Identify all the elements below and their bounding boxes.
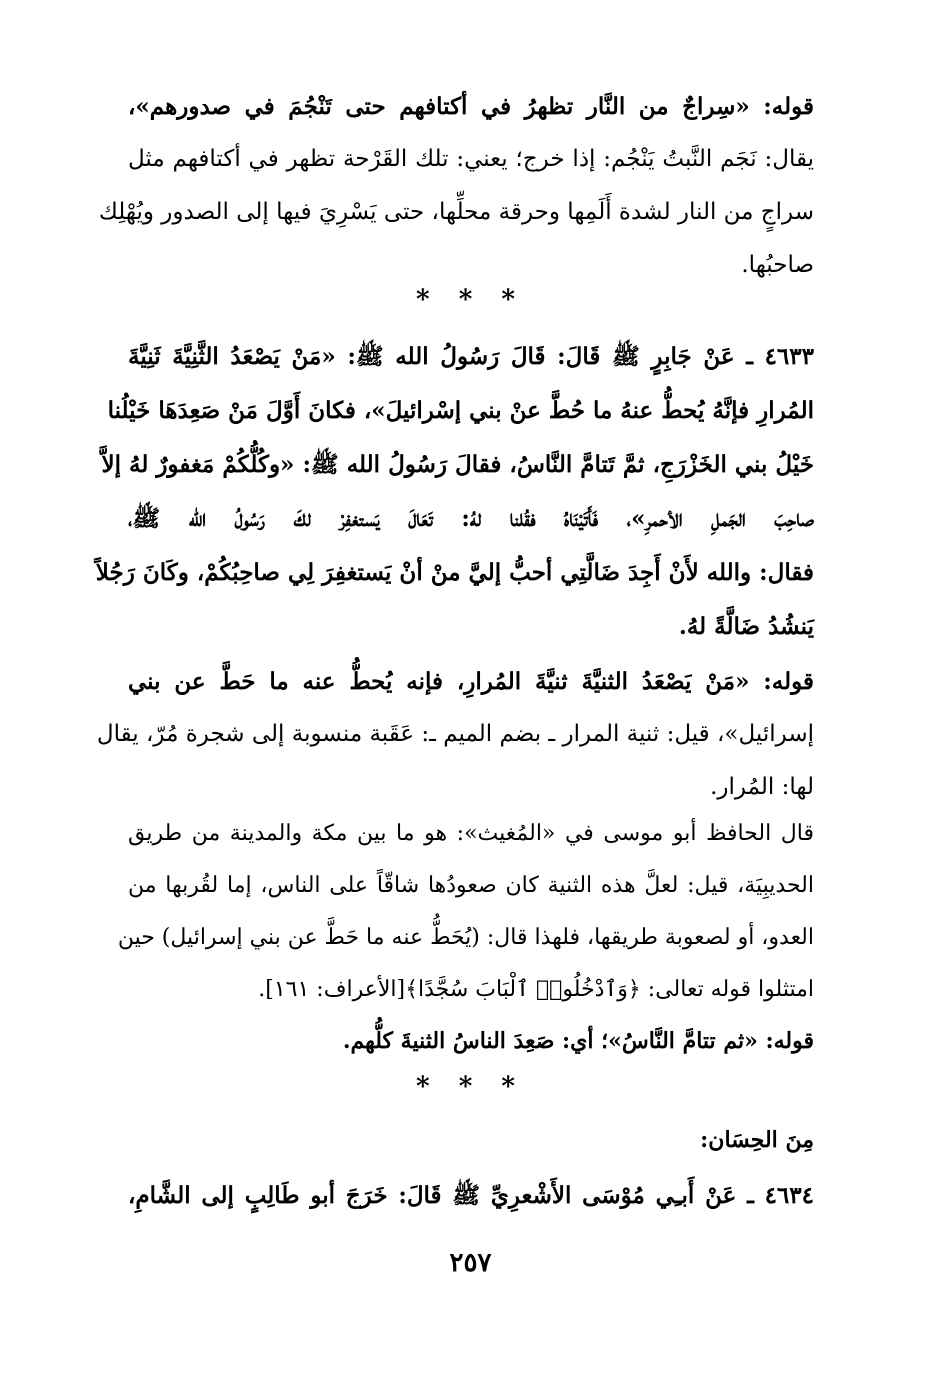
commentary-line: الحديبِيَة، قيل: لعلَّ هذه الثنية كان صعودُها شاقّاً على الناس، إما لقُربها من bbox=[128, 873, 814, 898]
commentary-line: العدو، أو لصعوبة طريقها، فلهذا قال: (يُحَطُّ عنه ما حَطَّ عن بني إسرائيل) حين bbox=[117, 925, 814, 950]
commentary-paragraph-3 bbox=[96, 655, 814, 814]
commentary-line: قال الحافظ أبو موسى في «المُغيث»: هو ما بين مكة والمدينة من طريق bbox=[128, 821, 814, 846]
page-number: ٢٥٧ bbox=[449, 1248, 492, 1278]
hadith-line: فقال: والله لأَنْ أَجِدَ ضَالَّتِي أحبُّ إليَّ منْ أنْ يَستغفِرَ لِي صاحِبُكُمْ، وكَانَ رَجُلاً bbox=[95, 559, 814, 586]
hadith-line: صاحِبَ الجَملِ الأحمرِ»، فَأَتَيْنَاهُ فقُلنا لهُ: تَعَالَ يَستغفِرْ لكَ رَسُولُ الله ﷺ، bbox=[128, 505, 814, 532]
hadith-line: يَنشُدُ ضَالَّةً لهُ. bbox=[678, 613, 814, 640]
commentary-line: لها: المُرار. bbox=[710, 774, 814, 800]
hadith-line: ٤٦٣٣ ـ عَنْ جَابِرٍ ﷺ قَالَ: قَالَ رَسُولُ الله ﷺ: «مَنْ يَصْعَدُ الثَّنِيَّةَ ثَنِيَّةَ bbox=[128, 343, 814, 370]
commentary-line: يقال: نَجَم النَّبتُ يَنْجُم: إذا خرج؛ يعني: تلك القَرْحة تظهر في أكتافهم مثل bbox=[128, 146, 814, 172]
section-separator: * * * bbox=[416, 285, 525, 315]
commentary-line: امتثلوا قوله تعالى: ﴿وَٱدْخُلُوا۟ ٱلْبَابَ سُجَّدًا﴾[الأعراف: ١٦١]. bbox=[258, 977, 814, 1002]
commentary-paragraph-1 bbox=[98, 80, 814, 292]
hadith-line: المُرارِ فإنَّهُ يُحطُّ عنهُ ما حُطَّ عنْ بني إسْرائيلَ»، فكانَ أَوَّلَ مَنْ صَعِدَهَا خَيْلُنا bbox=[107, 397, 814, 424]
commentary-paragraph-5 bbox=[128, 1019, 814, 1063]
commentary-line: قوله: «ثم تتامَّ النَّاسُ»؛ أي: صَعِدَ الناسُ الثنيةَ كلُّهم. bbox=[342, 1028, 814, 1054]
section-heading bbox=[128, 1120, 814, 1160]
commentary-line: إسرائيل»، قيل: ثنية المرار ـ بضم الميم ـ: عَقَبة منسوبة إلى شجرة مُرّ، يقال bbox=[96, 721, 814, 747]
commentary-line: صاحبُها. bbox=[741, 252, 814, 278]
hadith-4633 bbox=[95, 330, 814, 654]
hadith-line: ٤٦٣٤ ـ عَنْ أَبـِي مُوْسَى الأَشْعرِيِّ ﷺ قَالَ: خَرَجَ أبو طَالِبٍ إلى الشَّامِ، bbox=[128, 1182, 814, 1209]
section-separator: * * * bbox=[416, 1072, 525, 1102]
hadith-line: خَيْلُ بني الخَزْرَجِ، ثمَّ تَتامَّ النَّاسُ، فقالَ رَسُولُ الله ﷺ: «وكُلُّكُمْ مَغفورٌ لهُ إلاَّ bbox=[101, 451, 814, 478]
section-heading-text: مِنَ الحِسَان: bbox=[700, 1127, 814, 1153]
commentary-line: قوله: «سِراجٌ من النَّار تظهرُ في أكتافهم حتى تَنْجُمَ في صدورهم»، bbox=[128, 93, 814, 120]
commentary-line: سراجٍ من النار لشدة أَلَمِها وحرقة محلِّها، حتى يَسْرِيَ فيها إلى الصدور ويُهْلِك bbox=[98, 199, 814, 225]
commentary-paragraph-4 bbox=[117, 808, 814, 1016]
hadith-4634 bbox=[128, 1172, 814, 1220]
commentary-line: قوله: «مَنْ يَصْعَدُ الثنيَّةَ ثنيَّةَ المُرارِ، فإنه يُحطُّ عنه ما حَطَّ عن بني bbox=[128, 668, 814, 695]
